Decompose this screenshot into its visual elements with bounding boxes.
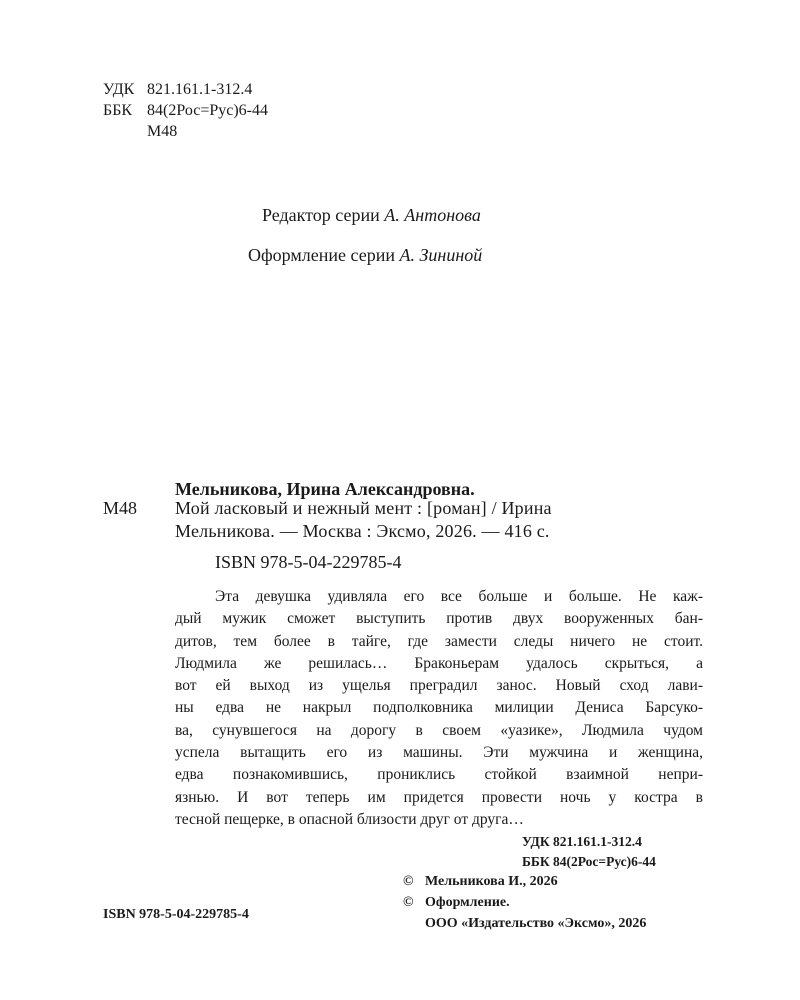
annotation-line: ва, сунувшегося на дорогу в своем «уазике», Людмила чудом: [175, 721, 703, 739]
annotation-line: вот ей выход из ущелья преградил занос. Новый сход лави-: [175, 677, 703, 695]
bbk-row: [103, 100, 268, 121]
series-design-prefix: Оформление серии: [248, 245, 395, 265]
footer-isbn: ISBN 978-5-04-229785-4: [103, 907, 249, 922]
annotation-udk: УДК 821.161.1-312.4: [522, 834, 642, 849]
entry-author: Мельникова, Ирина Александровна.: [175, 479, 475, 499]
copyright-design: Оформление.: [425, 895, 510, 910]
annotation-line: тесной пещерке, в опасной близости друг от друга…: [175, 810, 524, 828]
entry-author-code: М48: [103, 498, 138, 518]
copyright-block: [403, 871, 646, 934]
series-editor-name: А. Антонова: [384, 205, 481, 225]
series-design-name: А. Зининой: [399, 245, 483, 265]
annotation-line: успела вытащить его из машины. Эти мужчина и женщина,: [175, 744, 703, 762]
annotation-line: Людмила же решилась… Браконьерам удалось скрыться, а: [175, 654, 703, 672]
annotation-line: едва познакомившись, прониклись стойкой взаимной непри-: [175, 766, 703, 784]
annotation-line: язнью. И вот теперь им придется провести ночь у костра в: [175, 788, 703, 806]
copyright-design-row: [403, 892, 646, 913]
annotation-bbk: ББК 84(2Рос=Рус)6-44: [522, 854, 656, 869]
bbk-value: 84(2Рос=Рус)6-44: [147, 102, 269, 119]
annotation-codes: [522, 832, 656, 872]
series-editor-prefix: Редактор серии: [262, 205, 380, 225]
series-editor-credit: [262, 205, 481, 226]
annotation-paragraph: [175, 586, 703, 831]
copyright-sign: ©: [403, 874, 414, 889]
udk-row: [103, 79, 268, 100]
entry-isbn: ISBN 978-5-04-229785-4: [215, 552, 402, 572]
annotation-line: дый мужик сможет выступить против двух вооруженных бан-: [175, 610, 703, 628]
classification-block: [103, 79, 268, 142]
author-code: М48: [147, 123, 178, 140]
copyright-sign: ©: [403, 895, 414, 910]
annotation-line: дитов, тем более в тайге, где замести следы ничего не стоит.: [175, 632, 703, 650]
udk-value: 821.161.1-312.4: [147, 81, 253, 98]
copyright-author-row: [403, 871, 646, 892]
annotation-line: Эта девушка удивляла его все больше и больше. Не каж-: [215, 588, 703, 605]
udk-label: УДК: [103, 81, 135, 98]
annotation-line: ны едва не накрыл подполковника милиции Дениса Барсуко-: [175, 699, 703, 717]
bbk-label: ББК: [103, 102, 133, 119]
entry-title-line-1: Мой ласковый и нежный мент : [роман] / Ирина: [175, 498, 552, 518]
copyright-publisher: ООО «Издательство «Эксмо», 2026: [425, 916, 647, 931]
series-design-credit: [248, 245, 482, 266]
entry-title-line-2: Мельникова. — Москва : Эксмо, 2026. — 416 с.: [175, 521, 550, 541]
copyright-author: Мельникова И., 2026: [425, 874, 558, 889]
